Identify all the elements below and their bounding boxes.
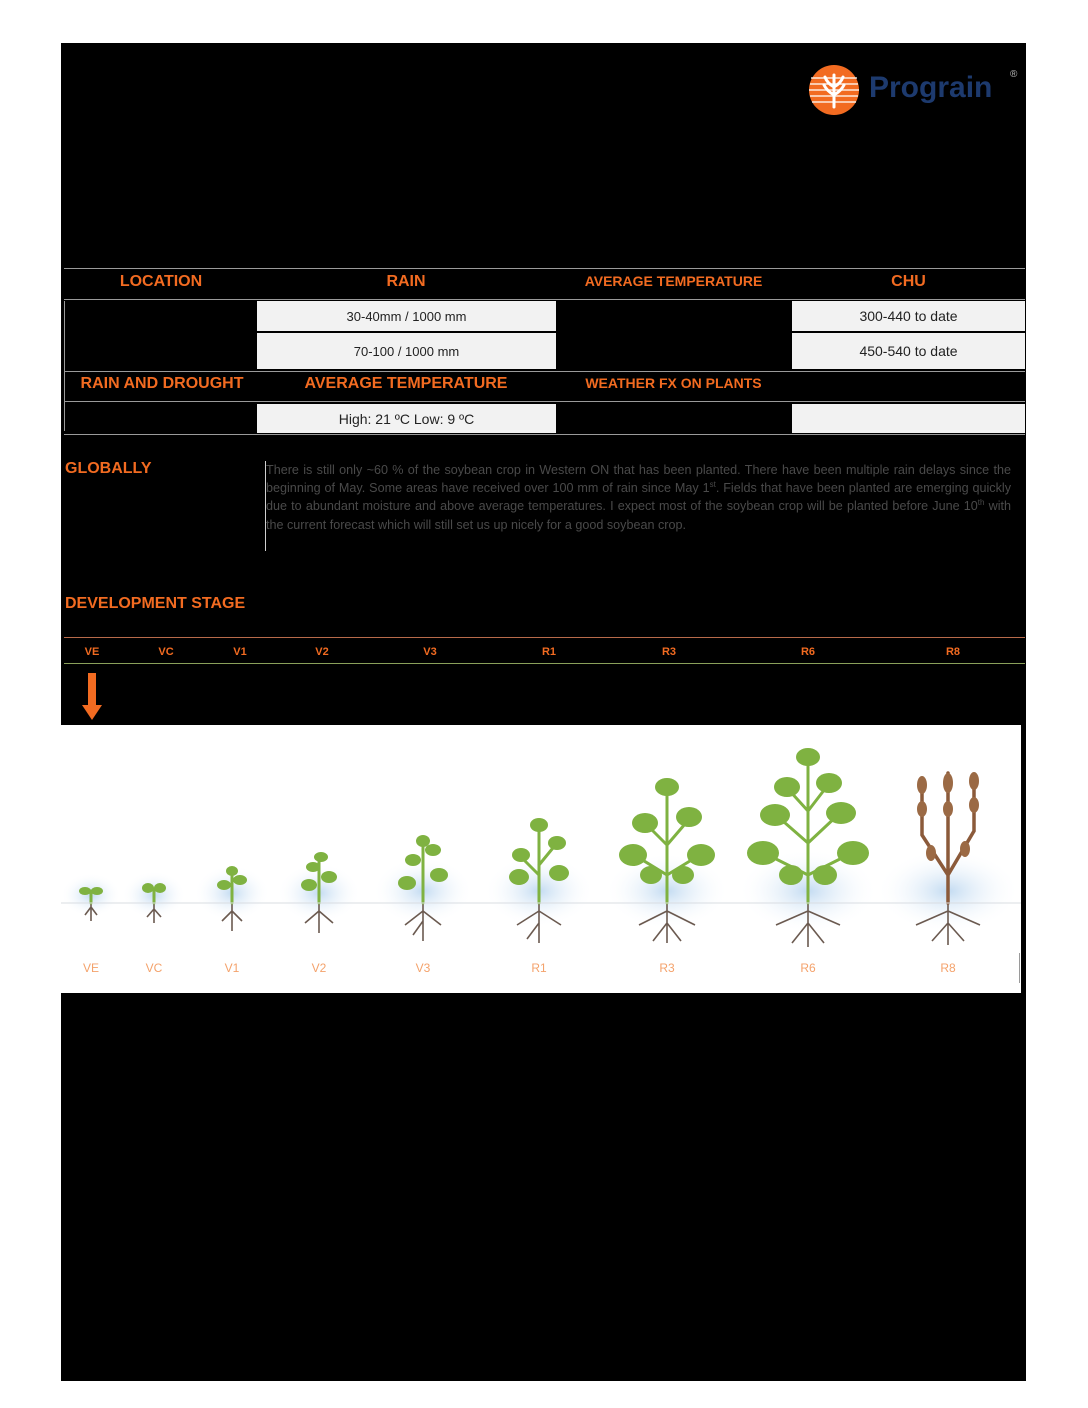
- header-average-temperature-2: AVERAGE TEMPERATURE: [304, 375, 508, 392]
- brand-name: Prograin: [869, 71, 993, 104]
- stage-ve: VE: [84, 646, 100, 658]
- divider: [64, 401, 1025, 402]
- divider: [64, 299, 1025, 300]
- development-stage-label: DEVELOPMENT STAGE: [65, 595, 246, 612]
- header-chu: CHU: [891, 273, 926, 290]
- table-border: [64, 301, 65, 431]
- illustration-label-v2: V2: [311, 961, 327, 975]
- header-rain-and-drought: RAIN AND DROUGHT: [80, 375, 244, 392]
- illustration-label-r3: R3: [659, 961, 675, 975]
- chu-cell-row-2: 450-540 to date: [792, 333, 1025, 369]
- illustration-label-vc: VC: [145, 961, 163, 975]
- illustration-label-r1: R1: [531, 961, 547, 975]
- chu-cell-row-1: 300-440 to date: [792, 301, 1025, 331]
- divider: [64, 663, 1025, 664]
- rain-cell-row-1: 30-40mm / 1000 mm: [257, 301, 556, 331]
- illustration-label-r8: R8: [940, 961, 956, 975]
- stage-r6: R6: [800, 646, 816, 658]
- stage-v1: V1: [233, 646, 247, 658]
- stage-v3: V3: [423, 646, 437, 658]
- illustration-label-v3: V3: [415, 961, 431, 975]
- divider: [64, 637, 1025, 638]
- globally-paragraph: There is still only ~60 % of the soybean crop in Western ON that has been planted. There have been multiple rain delays since the beginning of May. Some areas have received over 100 mm of rain since May 1st. Fields that have been planted are emerging quickly due to abundant moisture and above average temperatures. I expect most of the soybean crop will be planted before June 10th with the current forecast which will still set us up nicely for a good soybean crop.: [266, 463, 1012, 532]
- temperature-cell: High: 21 ºC Low: 9 ºC: [257, 404, 556, 433]
- illustration-label-ve: VE: [82, 961, 99, 975]
- rain-cell-row-2: 70-100 / 1000 mm: [257, 333, 556, 369]
- stage-r8: R8: [945, 646, 961, 658]
- stage-r3: R3: [661, 646, 677, 658]
- stage-v2: V2: [315, 646, 329, 658]
- soybean-growth-stages-illustration: [61, 725, 1021, 993]
- divider: [64, 434, 1025, 435]
- globally-label: GLOBALLY: [65, 460, 152, 477]
- report-page: [61, 43, 1026, 1381]
- prograin-logo: [807, 63, 1022, 117]
- prograin-logo-icon: [807, 63, 861, 117]
- table-border: [1019, 953, 1020, 983]
- stage-vc: VC: [158, 646, 174, 658]
- current-stage-arrow-icon: [82, 673, 102, 721]
- header-average-temperature: AVERAGE TEMPERATURE: [584, 273, 763, 289]
- brand-registered-mark: ®: [1010, 69, 1018, 80]
- header-weather-fx-on-plants: WEATHER FX ON PLANTS: [585, 375, 762, 391]
- header-location: LOCATION: [119, 273, 203, 290]
- illustration-label-v1: V1: [224, 961, 240, 975]
- header-rain: RAIN: [386, 273, 426, 290]
- soybean-plants-graphic: [61, 725, 1021, 993]
- stage-r1: R1: [541, 646, 557, 658]
- divider: [64, 371, 1025, 372]
- weather-fx-cell: [792, 404, 1025, 433]
- divider: [64, 268, 1025, 269]
- illustration-label-r6: R6: [800, 961, 816, 975]
